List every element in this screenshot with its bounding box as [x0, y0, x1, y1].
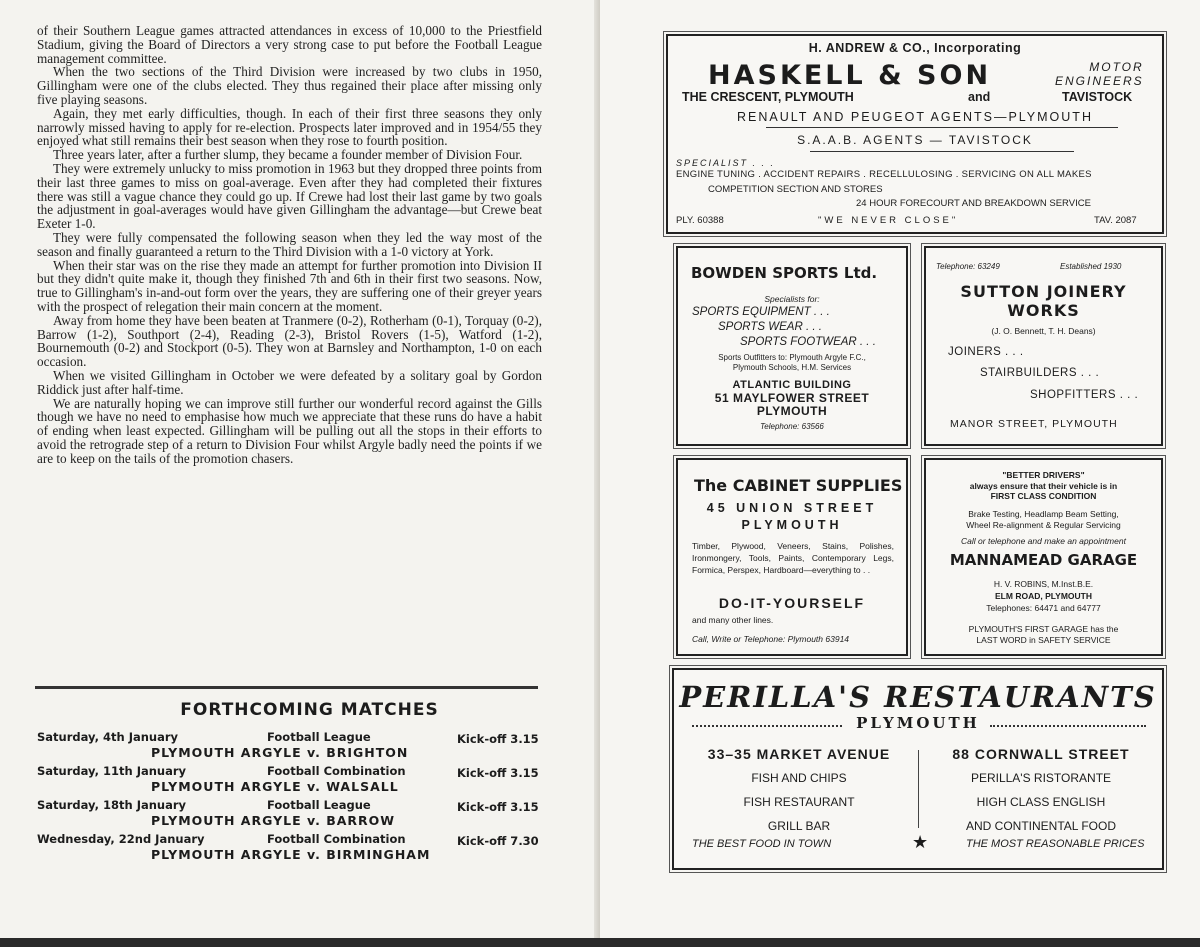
sutton-names: (J. O. Bennett, T. H. Deans)	[991, 326, 1096, 336]
mannamead-title: MANNAMEAD GARAGE	[949, 551, 1138, 569]
haskell-name: HASKELL & SON	[708, 60, 992, 91]
haskell-services: ENGINE TUNING . ACCIDENT REPAIRS . RECELLULOSING . SERVICING ON ALL MAKES	[676, 169, 1092, 180]
left-page	[0, 0, 598, 947]
match-competition: Football League	[267, 730, 371, 744]
forthcoming-matches	[37, 700, 542, 866]
perilla-left-column	[688, 742, 910, 838]
perilla-left-item: FISH AND CHIPS	[751, 771, 847, 785]
haskell-tav-phone: TAV. 2087	[1094, 215, 1137, 226]
sutton-established: Established 1930	[1060, 262, 1122, 271]
article-text	[37, 24, 542, 466]
article-paragraph: They were fully compensated the following season when they led the way most of the season and finally guaranteed a return to the Third Division with a 1-0 victory at York.	[37, 229, 542, 259]
haskell-competition: COMPETITION SECTION AND STORES	[708, 184, 883, 195]
sutton-joiners: JOINERS . . .	[948, 346, 1024, 358]
match-date: Saturday, 4th January	[37, 730, 179, 744]
star-icon: ★	[912, 832, 929, 852]
bowden-wear: SPORTS WEAR . . .	[718, 321, 822, 333]
perilla-title: PERILLA'S RESTAURANTS	[679, 680, 1157, 714]
perilla-right-item: AND CONTINENTAL FOOD	[965, 819, 1116, 833]
bowden-outfitters	[678, 353, 906, 373]
match-competition: Football League	[267, 798, 371, 812]
perilla-left-heading: 33–35 MARKET AVENUE	[707, 746, 891, 762]
bowden-street: 51 MAYLFOWER STREET	[714, 391, 870, 405]
cabinet-contact: Call, Write or Telephone: Plymouth 63914	[692, 634, 850, 644]
match-date: Saturday, 18th January	[37, 798, 187, 812]
mannamead-ensure: always ensure that their vehicle is in	[969, 480, 1118, 491]
sutton-stairbuilders: STAIRBUILDERS . . .	[980, 367, 1100, 379]
haskell-forecourt: 24 HOUR FORECOURT AND BREAKDOWN SERVICE	[856, 198, 1091, 209]
mannamead-garage-advert	[924, 458, 1163, 656]
matches-title: FORTHCOMING MATCHES	[180, 700, 439, 720]
perilla-city: PLYMOUTH	[856, 714, 980, 732]
bowden-specialists: Specialists for:	[764, 294, 820, 304]
haskell-specialist: SPECIALIST . . .	[676, 158, 776, 168]
mannamead-brake: Brake Testing, Headlamp Beam Setting,	[968, 509, 1119, 519]
haskell-motor: MOTOR	[1089, 60, 1144, 74]
bowden-city: PLYMOUTH	[756, 404, 828, 418]
mannamead-robins: H. V. ROBINS, M.Inst.B.E.	[993, 579, 1094, 589]
match-competition: Football Combination	[267, 832, 406, 846]
page-bottom-edge	[0, 938, 1200, 947]
match-row	[37, 798, 542, 832]
article-paragraph: Away from home they have been beaten at Tranmere (0-2), Rotherham (0-1), Torquay (0-2), Barrow (1-2), Southport (2-4), Reading (2-3), Bristol Rovers (1-5), Watford (1-2), Bournemouth (0-2) and Stockport (0-5). They won at Barnsley and Northampton, 1-0 on each occasion.	[37, 312, 542, 370]
mannamead-elm-road: ELM ROAD, PLYMOUTH	[995, 591, 1092, 601]
sutton-shopfitters: SHOPFITTERS . . .	[1030, 389, 1139, 401]
mannamead-footer	[926, 624, 1161, 645]
haskell-renault: RENAULT AND PEUGEOT AGENTS—PLYMOUTH	[737, 110, 1093, 124]
cabinet-street: 45 UNION STREET	[706, 501, 878, 515]
sutton-title-line1: SUTTON JOINERY	[960, 282, 1127, 301]
match-teams: PLYMOUTH ARGYLE v. BRIGHTON	[151, 745, 409, 760]
haskell-divider	[766, 127, 1118, 128]
mannamead-first: PLYMOUTH'S FIRST GARAGE has the	[968, 624, 1119, 634]
mannamead-details	[926, 578, 1161, 614]
haskell-top-line: H. ANDREW & CO., Incorporating	[808, 41, 1022, 55]
cabinet-diy: DO-IT-YOURSELF	[718, 595, 866, 611]
cabinet-supplies-advert	[676, 458, 908, 656]
match-teams: PLYMOUTH ARGYLE v. BIRMINGHAM	[151, 847, 431, 862]
mannamead-phones: Telephones: 64471 and 64777	[986, 603, 1101, 613]
sutton-address: MANOR STREET, PLYMOUTH	[950, 418, 1118, 430]
cabinet-title: The CABINET SUPPLIES	[694, 476, 903, 495]
perilla-right-item: HIGH CLASS ENGLISH	[976, 795, 1106, 809]
bowden-outfitters-line1: Sports Outfitters to: Plymouth Argyle F.C.,	[718, 353, 866, 362]
haskell-crescent: THE CRESCENT, PLYMOUTH	[682, 90, 854, 104]
match-teams: PLYMOUTH ARGYLE v. BARROW	[151, 813, 396, 828]
match-row	[37, 832, 542, 866]
match-teams: PLYMOUTH ARGYLE v. WALSALL	[151, 779, 399, 794]
haskell-saab: S.A.A.B. AGENTS — TAVISTOCK	[797, 133, 1033, 147]
article-paragraph: When their star was on the rise they made an attempt for further promotion into Division II but they didn't quite make it, though they finished 7th and 6th in their first two seasons. Now, true to Gillingham's in-and-out form over the years, they are suffering one of their greyer years with the prospect of relegation their main concern at the moment.	[37, 257, 542, 314]
haskell-and: and	[968, 90, 991, 104]
cabinet-city: PLYMOUTH	[741, 518, 843, 532]
section-divider	[35, 686, 538, 689]
article-paragraph: Three years later, after a further slump, they became a founder member of Division Four.	[53, 147, 523, 163]
mannamead-condition: FIRST CLASS CONDITION	[990, 491, 1097, 501]
mannamead-last: LAST WORD in SAFETY SERVICE	[976, 634, 1111, 645]
match-kickoff: Kick-off 3.15	[457, 766, 539, 780]
bowden-atlantic: ATLANTIC BUILDING	[732, 379, 852, 391]
haskell-motor-engineers	[1055, 60, 1144, 88]
haskell-ply-phone: PLY. 60388	[676, 215, 724, 226]
cabinet-many-lines: and many other lines.	[692, 615, 774, 625]
perilla-left-item: FISH RESTAURANT	[743, 795, 855, 809]
cabinet-address	[678, 500, 906, 534]
match-row	[37, 730, 542, 764]
haskell-divider	[810, 151, 1074, 152]
perilla-right-slogan: THE MOST REASONABLE PRICES	[966, 838, 1145, 850]
cabinet-products: Timber, Plywood, Veneers, Stains, Polishes, Ironmongery, Tools, Paints, Contemporary Legs, Formica, Perspex, Hardboard—everything to . .	[692, 541, 894, 575]
haskell-son-advert	[666, 34, 1164, 234]
mannamead-header	[926, 470, 1161, 502]
haskell-tavistock: TAVISTOCK	[1062, 90, 1133, 104]
bowden-equipment: SPORTS EQUIPMENT . . .	[692, 306, 830, 318]
article-paragraph: They were extremely unlucky to miss promotion in 1963 but they dropped three points from their last three games to miss on goal-average. Even after they had completed their fixtures there was still a vague chance they could go up. If Crewe had lost their last game by two goals the adjustment in goal-averages would have given Gillingham the advantage—but Crewe beat Exeter 1-0.	[37, 160, 542, 232]
haskell-engineers: ENGINEERS	[1055, 74, 1144, 88]
bowden-sports-advert	[676, 246, 908, 446]
article-paragraph: of their Southern League games attracted attendances in excess of 10,000 to the Priestfield Stadium, giving the Board of Directors a very strong case to put before the Football League management committee.	[37, 23, 542, 66]
perilla-left-item: GRILL BAR	[767, 819, 831, 833]
perillas-restaurants-advert	[672, 668, 1164, 870]
perilla-right-column	[930, 742, 1152, 838]
mannamead-services	[926, 509, 1161, 530]
mannamead-better-drivers: "BETTER DRIVERS"	[1002, 470, 1085, 480]
haskell-never-close: "WE NEVER CLOSE"	[818, 215, 959, 226]
sutton-telephone: Telephone: 63249	[936, 262, 1000, 271]
bowden-outfitters-line2: Plymouth Schools, H.M. Services	[732, 363, 852, 372]
article-paragraph: When we visited Gillingham in October we were defeated by a solitary goal by Gordon Riddick just after half-time.	[37, 367, 542, 397]
sutton-title	[926, 282, 1161, 320]
bowden-address	[678, 392, 906, 418]
perilla-right-item: PERILLA'S RISTORANTE	[970, 771, 1112, 785]
sutton-joinery-advert	[924, 246, 1163, 446]
mannamead-wheel: Wheel Re-alignment & Regular Servicing	[966, 519, 1121, 530]
match-kickoff: Kick-off 3.15	[457, 800, 539, 814]
bowden-title: BOWDEN SPORTS Ltd.	[691, 264, 878, 282]
perilla-right-heading: 88 CORNWALL STREET	[952, 746, 1130, 762]
match-date: Wednesday, 22nd January	[37, 832, 205, 846]
match-kickoff: Kick-off 7.30	[457, 834, 539, 848]
match-row	[37, 764, 542, 798]
perilla-left-slogan: THE BEST FOOD IN TOWN	[692, 838, 832, 850]
perilla-dotted-rule	[990, 725, 1146, 727]
sutton-title-line2: WORKS	[1007, 301, 1080, 320]
article-paragraph: We are naturally hoping we can improve still further our wonderful record against the Gills though we have no need to emphasise how much we appreciate that these runs do have a habit of ending when least expected. Gillingham will be pulling out all the stops in their efforts to avoid the retrograde step of a return to Division Four whilst Argyle badly need the points if we are to keep on the tails of the promotion chasers.	[37, 395, 542, 466]
article-paragraph: Again, they met early difficulties, though. In each of their first three seasons they only narrowly missed having to apply for re-election. Prospects later improved and in 1954/55 they enjoyed what still remains their best season when they rose to fourth position.	[37, 105, 542, 149]
perilla-column-divider	[918, 750, 919, 828]
match-competition: Football Combination	[267, 764, 406, 778]
match-kickoff: Kick-off 3.15	[457, 732, 539, 746]
mannamead-call: Call or telephone and make an appointment	[961, 536, 1126, 546]
bowden-telephone: Telephone: 63566	[760, 422, 824, 431]
article-paragraph: When the two sections of the Third Division were increased by two clubs in 1950, Gillingham were one of the clubs elected. They thus regained their place after missing only five playing seasons.	[37, 64, 542, 107]
match-date: Saturday, 11th January	[37, 764, 187, 778]
bowden-footwear: SPORTS FOOTWEAR . . .	[740, 336, 876, 348]
